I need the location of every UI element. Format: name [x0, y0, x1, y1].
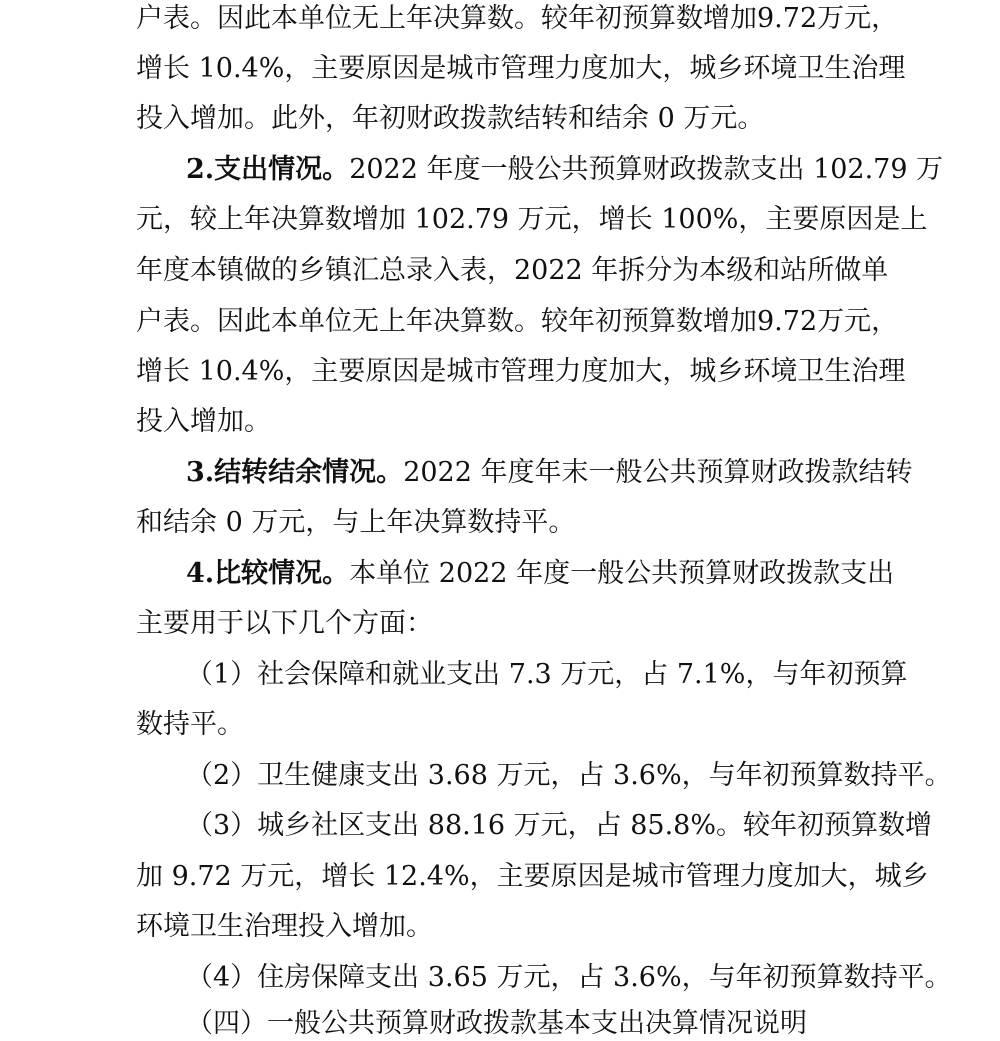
paragraph-line: 户表。因此本单位无上年决算数。较年初预算数增加9.72万元， — [136, 306, 899, 337]
paragraph-line: 年度本镇做的乡镇汇总录入表，2022 年拆分为本级和站所做单 — [136, 255, 889, 286]
paragraph-line: 户表。因此本单位无上年决算数。较年初预算数增加9.72万元， — [136, 3, 899, 34]
paragraph-heading: 4.比较情况。 — [186, 558, 350, 589]
paragraph-line: 增长 10.4%，主要原因是城市管理力度加大，城乡环境卫生治理 — [136, 53, 906, 84]
list-item-line: （1）社会保障和就业支出 7.3 万元，占 7.1%，与年初预算 — [186, 659, 908, 690]
list-item-line: （4）住房保障支出 3.65 万元，占 3.6%，与年初预算数持平。 — [186, 962, 952, 993]
paragraph-line: 增长 10.4%，主要原因是城市管理力度加大，城乡环境卫生治理 — [136, 356, 906, 387]
paragraph-line: 主要用于以下几个方面： — [136, 608, 433, 639]
paragraph-heading: 3.结转结余情况。 — [186, 457, 404, 488]
section-heading: （四）一般公共预算财政拨款基本支出决算情况说明 — [186, 1008, 807, 1039]
paragraph-line: 和结余 0 万元，与上年决算数持平。 — [136, 507, 576, 538]
paragraph-line: 元，较上年决算数增加 102.79 万元，增长 100%，主要原因是上 — [136, 204, 928, 235]
list-item-line: （3）城乡社区支出 88.16 万元，占 85.8%。较年初预算数增 — [186, 810, 932, 841]
paragraph-line: 投入增加。此外，年初财政拨款结转和结余 0 万元。 — [136, 103, 765, 134]
paragraph-line: 投入增加。 — [136, 406, 271, 437]
list-item-line: 加 9.72 万元，增长 12.4%，主要原因是城市管理力度加大，城乡 — [136, 861, 929, 892]
list-item-line: 环境卫生治理投入增加。 — [136, 911, 433, 942]
paragraph-line: 3.结转结余情况。2022 年度年末一般公共预算财政拨款结转 — [186, 457, 913, 488]
paragraph-line: 2.支出情况。2022 年度一般公共预算财政拨款支出 102.79 万 — [186, 154, 944, 185]
paragraph-line: 4.比较情况。本单位 2022 年度一般公共预算财政拨款支出 — [186, 558, 895, 589]
paragraph-heading: 2.支出情况。 — [186, 154, 350, 185]
list-item-line: （2）卫生健康支出 3.68 万元，占 3.6%，与年初预算数持平。 — [186, 760, 952, 791]
list-item-line: 数持平。 — [136, 709, 244, 740]
